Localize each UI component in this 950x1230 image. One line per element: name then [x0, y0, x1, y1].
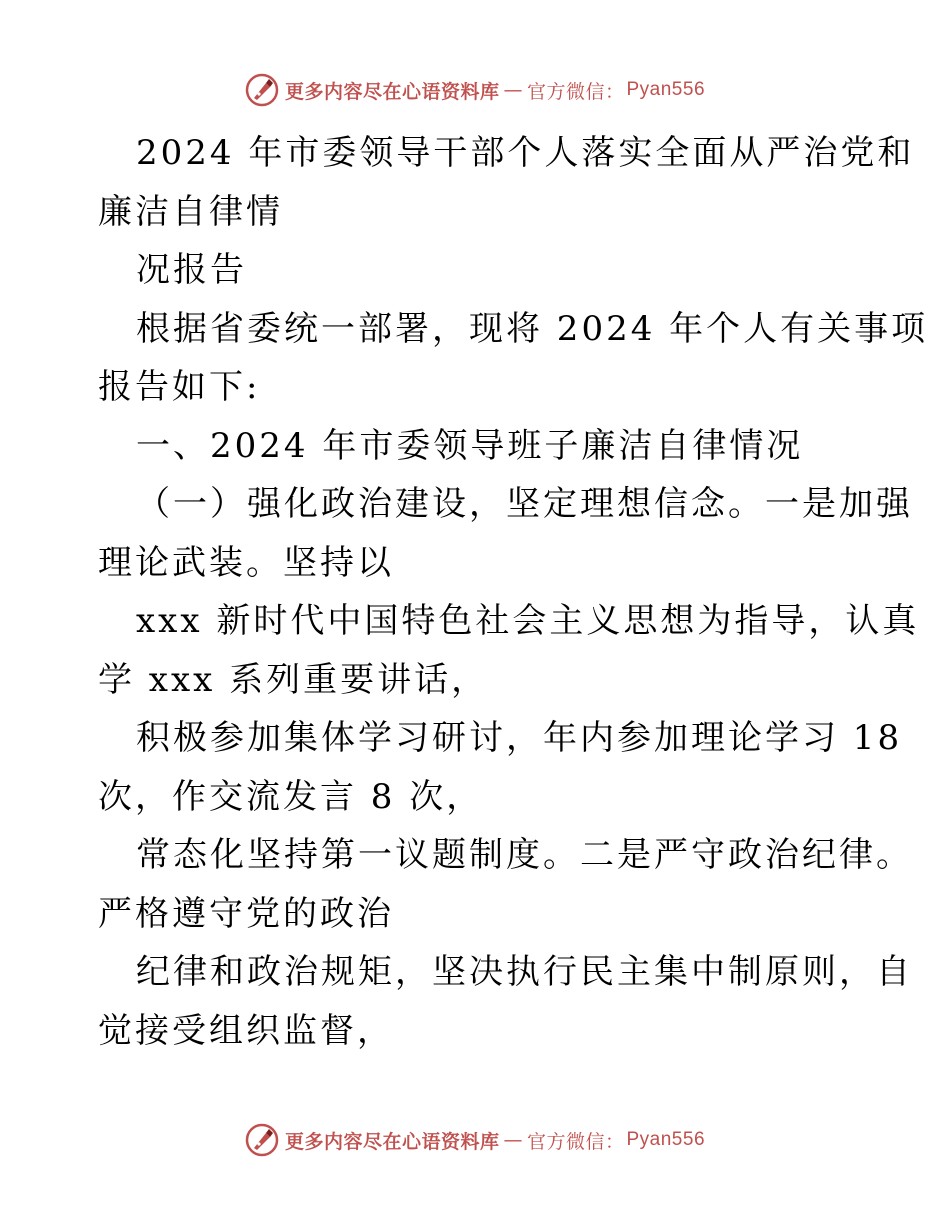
- section-heading: 一、2024 年市委领导班子廉洁自律情况: [136, 425, 804, 466]
- watermark-text: 更多内容尽在心语资料库: [284, 1130, 500, 1153]
- paragraph-line: （一）强化政治建设，坚定理想信念。一是加强: [136, 484, 913, 524]
- pen-nib-logo-icon: [245, 1123, 279, 1157]
- watermark-separator: —: [503, 79, 523, 101]
- paragraph-line: 积极参加集体学习研讨，年内参加理论学习 18: [136, 718, 903, 758]
- paragraph-line: 报告如下:: [98, 367, 261, 407]
- header-watermark: [0, 70, 950, 110]
- document-title-line-3: 况报告: [136, 250, 247, 290]
- document-title-line-1: 2024 年市委领导干部个人落实全面从严治党和: [136, 133, 915, 173]
- document-body: [98, 124, 929, 1060]
- paragraph-line: 根据省委统一部署，现将 2024 年个人有关事项: [136, 308, 929, 349]
- paragraph-line: 常态化坚持第一议题制度。二是严守政治纪律。: [136, 835, 913, 875]
- paragraph-line: 理论武装。坚持以: [98, 542, 394, 583]
- paragraph-line: 次，作交流发言 8 次，: [98, 776, 484, 817]
- watermark-label: 官方微信：: [526, 1130, 625, 1153]
- watermark-label: 官方微信：: [526, 80, 625, 103]
- watermark-wechat-id: Pyan556: [626, 1129, 706, 1150]
- paragraph-line: 觉接受组织监督，: [98, 1010, 394, 1051]
- pen-nib-logo-icon: [245, 73, 279, 107]
- watermark-text: 更多内容尽在心语资料库: [284, 80, 500, 103]
- watermark-separator: —: [503, 1129, 523, 1151]
- paragraph-line: 严格遵守党的政治: [98, 893, 394, 934]
- paragraph-line: xxx 新时代中国特色社会主义思想为指导，认真: [136, 601, 920, 641]
- footer-watermark: [0, 1120, 950, 1160]
- document-title-line-2: 廉洁自律情: [98, 191, 283, 232]
- paragraph-line: 学 xxx 系列重要讲话，: [98, 659, 489, 700]
- paragraph-line: 纪律和政治规矩，坚决执行民主集中制原则，自: [136, 952, 913, 992]
- watermark-wechat-id: Pyan556: [626, 79, 706, 100]
